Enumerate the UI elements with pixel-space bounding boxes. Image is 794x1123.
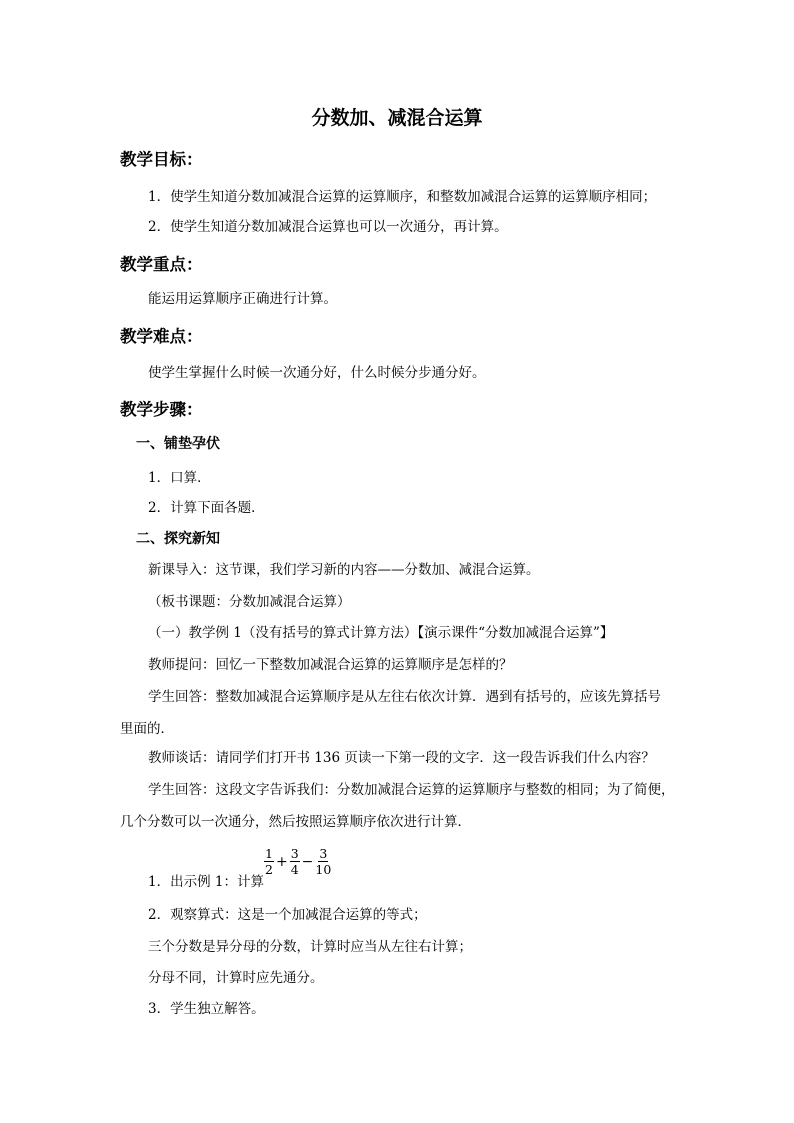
body-line: （板书课题：分数加减混合运算）: [148, 594, 351, 610]
objective-item: 1．使学生知道分数加减混合运算的运算顺序，和整数加减混合运算的运算顺序相同；: [148, 189, 657, 205]
numerator: 3: [319, 846, 328, 861]
fraction: [264, 846, 274, 877]
key-points-text: 能运用运算顺序正确进行计算。: [148, 291, 337, 307]
numerator: 3: [290, 846, 299, 861]
operator: −: [301, 853, 314, 870]
body-line: 几个分数可以一次通分，然后按照运算顺序依次进行计算．: [120, 814, 471, 830]
part2-heading: 二、探究新知: [136, 531, 220, 547]
body-line: 教师提问：回忆一下整数加减混合运算的运算顺序是怎样的？: [148, 657, 513, 673]
fraction-expression: [264, 846, 331, 877]
body-line: 2．观察算式：这是一个加减混合运算的等式；: [148, 907, 427, 923]
part1-heading: 一、铺垫孕伏: [136, 436, 220, 452]
denominator: 10: [315, 862, 332, 877]
part1-item: 1．口算．: [148, 470, 211, 486]
operator: +: [275, 853, 288, 870]
body-line: 学生回答：整数加减混合运算顺序是从左往右依次计算．遇到有括号的，应该先算括号: [148, 689, 661, 705]
denominator: 4: [290, 862, 299, 877]
part1-item: 2．计算下面各题．: [148, 500, 265, 516]
body-line: 新课导入：这节课，我们学习新的内容——分数加、减混合运算。: [148, 562, 540, 578]
difficulties-text: 使学生掌握什么时候一次通分好，什么时候分步通分好。: [148, 365, 486, 381]
key-points-heading: 教学重点：: [120, 255, 203, 274]
objectives-heading: 教学目标：: [120, 150, 203, 169]
denominator: 2: [265, 862, 273, 877]
steps-heading: 教学步骤：: [120, 400, 203, 419]
body-line: 3．学生独立解答。: [148, 1001, 265, 1017]
example-label: 1．出示例 1：计算: [148, 874, 264, 890]
body-line: 教师谈话：请同学们打开书 136 页读一下第一段的文字．这一段告诉我们什么内容？: [148, 750, 655, 766]
body-line: 分母不同，计算时应先通分。: [148, 970, 324, 986]
numerator: 1: [265, 846, 273, 861]
body-line: 三个分数是异分母的分数，计算时应当从左往右计算；: [148, 939, 472, 955]
page-title: 分数加、减混合运算: [311, 107, 483, 129]
fraction: [290, 846, 300, 877]
body-line: 里面的．: [120, 721, 174, 737]
body-line: （一）教学例 1（没有括号的算式计算方法）【演示课件“分数加减混合运算”】: [148, 625, 614, 641]
body-line: 学生回答：这段文字告诉我们：分数加减混合运算的运算顺序与整数的相同；为了简便，: [148, 782, 675, 798]
difficulties-heading: 教学难点：: [120, 327, 203, 346]
fraction: [315, 846, 331, 877]
objective-item: 2．使学生知道分数加减混合运算也可以一次通分，再计算。: [148, 219, 508, 235]
